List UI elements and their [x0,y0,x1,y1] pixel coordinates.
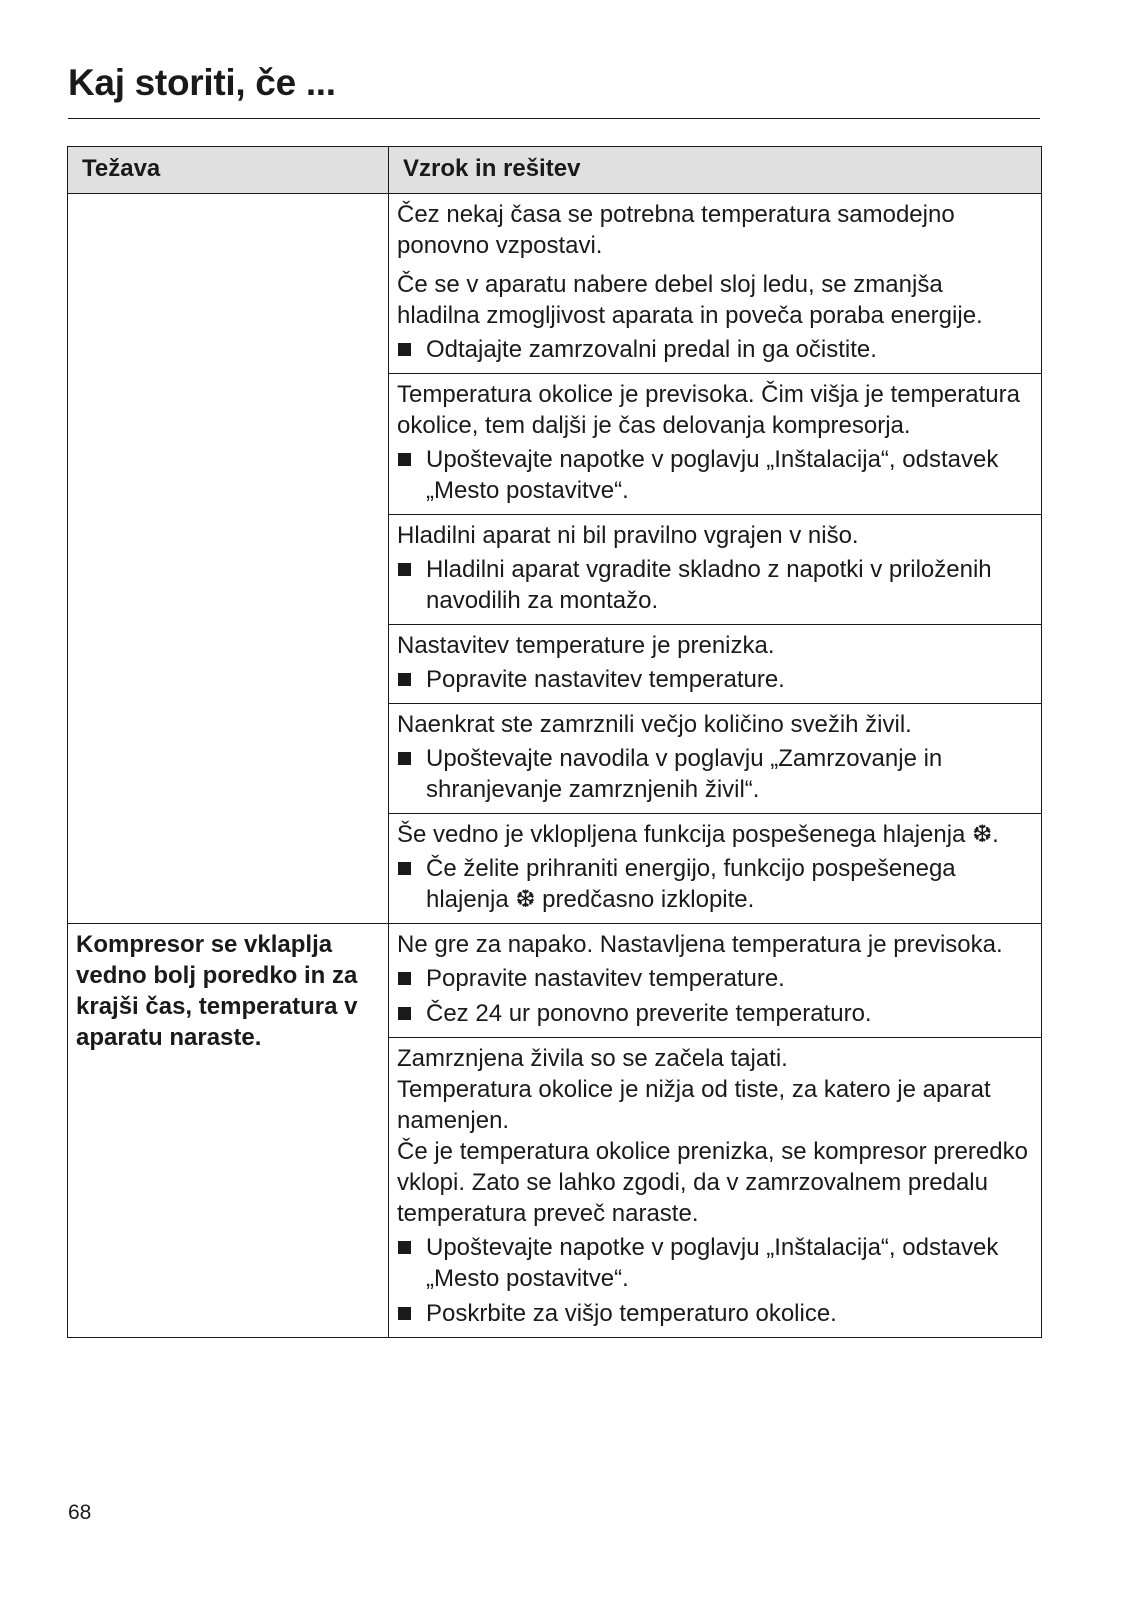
cause-cell [389,194,1042,374]
cause-cell [389,814,1042,924]
solution-bullet [397,1232,1031,1294]
square-bullet-icon [398,563,411,576]
square-bullet-icon [398,673,411,686]
solution-bullet [397,853,1031,915]
header-cause: Vzrok in rešitev [389,147,1042,194]
troubleshooting-table [67,146,1042,1338]
table-row [68,924,1042,1038]
solution-text: Upoštevajte napotke v poglavju „Inštalacija“, odstavek „Mesto postavitve“. [426,446,999,504]
page-title: Kaj storiti, če ... [68,62,336,103]
solution-text: Upoštevajte navodila v poglavju „Zamrzovanje in shranjevanje zamrznjenih živil“. [426,745,943,803]
cause-text: Naenkrat ste zamrznili večjo količino svežih živil. [397,711,912,738]
solution-bullet [397,998,1031,1029]
square-bullet-icon [398,1307,411,1320]
solution-text: Če želite prihraniti energijo, funkcijo pospešenega hlajenja ❆ predčasno izklopite. [426,855,956,913]
page-number: 68 [68,1501,92,1524]
solution-bullet [397,334,1031,365]
solution-bullet [397,1298,1031,1329]
cause-text: Če se v aparatu nabere debel sloj ledu, se zmanjša hladilna zmogljivost aparata in poveča poraba energije. [397,271,983,329]
problem-cell [68,194,389,924]
cause-text: Čez nekaj časa se potrebna temperatura samodejno ponovno vzpostavi. [397,201,955,259]
square-bullet-icon [398,972,411,985]
solution-bullet [397,444,1031,506]
table-row [68,194,1042,374]
cause-cell [389,374,1042,515]
table-body [68,194,1042,1338]
cause-text: Hladilni aparat ni bil pravilno vgrajen v nišo. [397,522,859,549]
square-bullet-icon [398,1007,411,1020]
solution-text: Odtajajte zamrzovalni predal in ga očistite. [426,336,877,363]
square-bullet-icon [398,862,411,875]
square-bullet-icon [398,343,411,356]
solution-text: Hladilni aparat vgradite skladno z napotki v priloženih navodilih za montažo. [426,556,992,614]
cause-cell [389,515,1042,625]
cause-cell [389,625,1042,704]
solution-text: Upoštevajte napotke v poglavju „Inštalacija“, odstavek „Mesto postavitve“. [426,1234,999,1292]
solution-bullet [397,743,1031,805]
cause-text: Ne gre za napako. Nastavljena temperatura je previsoka. [397,931,1003,958]
solution-text: Poskrbite za višjo temperaturo okolice. [426,1300,837,1327]
cause-cell [389,704,1042,814]
table-header-row [68,147,1042,194]
solution-text: Čez 24 ur ponovno preverite temperaturo. [426,1000,872,1027]
cause-text: Nastavitev temperature je prenizka. [397,632,775,659]
cause-cell [389,924,1042,1038]
solution-text: Popravite nastavitev temperature. [426,666,785,693]
solution-bullet [397,664,1031,695]
solution-bullet [397,554,1031,616]
cause-text: Zamrznjena živila so se začela tajati. Temperatura okolice je nižja od tiste, za katero je aparat namenjen. Če je temperatura okolice prenizka, se kompresor preredko vklopi. Zato se lahko zgodi, da v zamrzovalnem predalu temperatura preveč naraste. [397,1045,1028,1227]
square-bullet-icon [398,752,411,765]
square-bullet-icon [398,1241,411,1254]
square-bullet-icon [398,453,411,466]
header-problem: Težava [68,147,389,194]
problem-cell: Kompresor se vklaplja vedno bolj poredko in za krajši čas, temperatura v aparatu naraste. [68,924,389,1338]
title-divider [68,118,1040,119]
solution-bullet [397,963,1031,994]
cause-text: Temperatura okolice je previsoka. Čim višja je temperatura okolice, tem daljši je čas delovanja kompresorja. [397,381,1020,439]
solution-text: Popravite nastavitev temperature. [426,965,785,992]
cause-text: Še vedno je vklopljena funkcija pospešenega hlajenja ❆. [397,821,999,848]
cause-cell [389,1038,1042,1338]
